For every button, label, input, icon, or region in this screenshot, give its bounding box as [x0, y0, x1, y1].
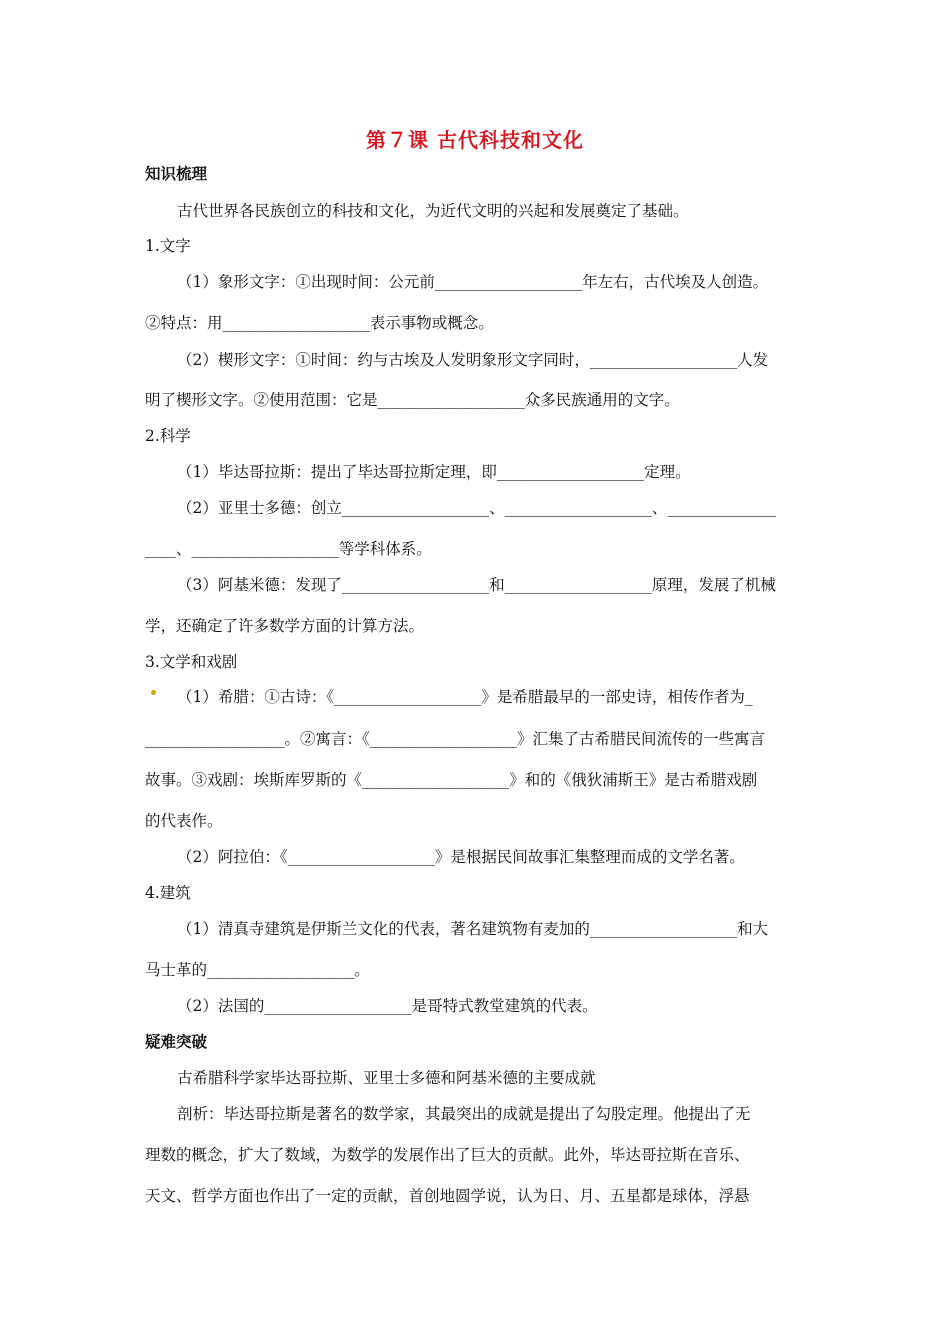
paragraph-line: （2）亚里士多德：创立___________________、___________________、______________ [177, 499, 776, 517]
paragraph-line: 明了楔形文字。②使用范围：它是___________________众多民族通用的文字。 [145, 391, 680, 409]
paragraph-line: （2）阿拉伯：《___________________》是根据民间故事汇集整理而成的文学名著。 [177, 848, 745, 866]
paragraph-line: 古代世界各民族创立的科技和文化，为近代文明的兴起和发展奠定了基础。 [177, 202, 689, 220]
paragraph-line: （1）希腊：①古诗：《___________________》是希腊最早的一部史诗，相传作者为_ [177, 688, 753, 706]
bullet-dot [151, 690, 156, 695]
paragraph-line: 理数的概念，扩大了数域，为数学的发展作出了巨大的贡献。此外，毕达哥拉斯在音乐、 [145, 1146, 750, 1164]
paragraph-line: （1）清真寺建筑是伊斯兰文化的代表，著名建筑物有麦加的___________________和大 [177, 920, 769, 938]
subsection-heading: 2.科学 [145, 427, 191, 445]
paragraph-line: （2）楔形文字：①时间：约与古埃及人发明象形文字同时，___________________人发 [177, 351, 769, 369]
paragraph-line: 天文、哲学方面也作出了一定的贡献，首创地圆学说，认为日、月、五星都是球体，浮悬 [145, 1187, 750, 1205]
paragraph-line: 的代表作。 [145, 812, 223, 830]
paragraph-line: ____、___________________等学科体系。 [145, 540, 432, 558]
subsection-heading: 4.建筑 [145, 884, 191, 902]
paragraph-line: 古希腊科学家毕达哥拉斯、亚里士多德和阿基米德的主要成就 [177, 1069, 596, 1087]
paragraph-line: （1）象形文字：①出现时间：公元前___________________年左右，古代埃及人创造。 [177, 273, 769, 291]
section-heading: 疑难突破 [145, 1033, 208, 1051]
page-title: 第７课 古代科技和文化 [366, 128, 584, 152]
paragraph-line: （2）法国的___________________是哥特式教堂建筑的代表。 [177, 997, 598, 1015]
paragraph-line: __________________。②寓言：《___________________》汇集了古希腊民间流传的一些寓言 [145, 730, 766, 748]
paragraph-line: 学，还确定了许多数学方面的计算方法。 [145, 617, 425, 635]
paragraph-line: 剖析：毕达哥拉斯是著名的数学家，其最突出的成就是提出了勾股定理。他提出了无 [177, 1105, 751, 1123]
subsection-heading: 1.文字 [145, 237, 191, 255]
paragraph-line: （1）毕达哥拉斯：提出了毕达哥拉斯定理，即___________________定理。 [177, 463, 691, 481]
paragraph-line: （3）阿基米德：发现了___________________和___________________原理，发展了机械 [177, 576, 776, 594]
paragraph-line: ②特点：用___________________表示事物或概念。 [145, 314, 494, 332]
paragraph-line: 马士革的___________________。 [145, 961, 370, 979]
subsection-heading: 3.文学和戏剧 [145, 653, 238, 671]
paragraph-line: 故事。③戏剧：埃斯库罗斯的《___________________》和的《俄狄浦斯王》是古希腊戏剧 [145, 771, 758, 789]
section-heading: 知识梳理 [145, 165, 208, 183]
